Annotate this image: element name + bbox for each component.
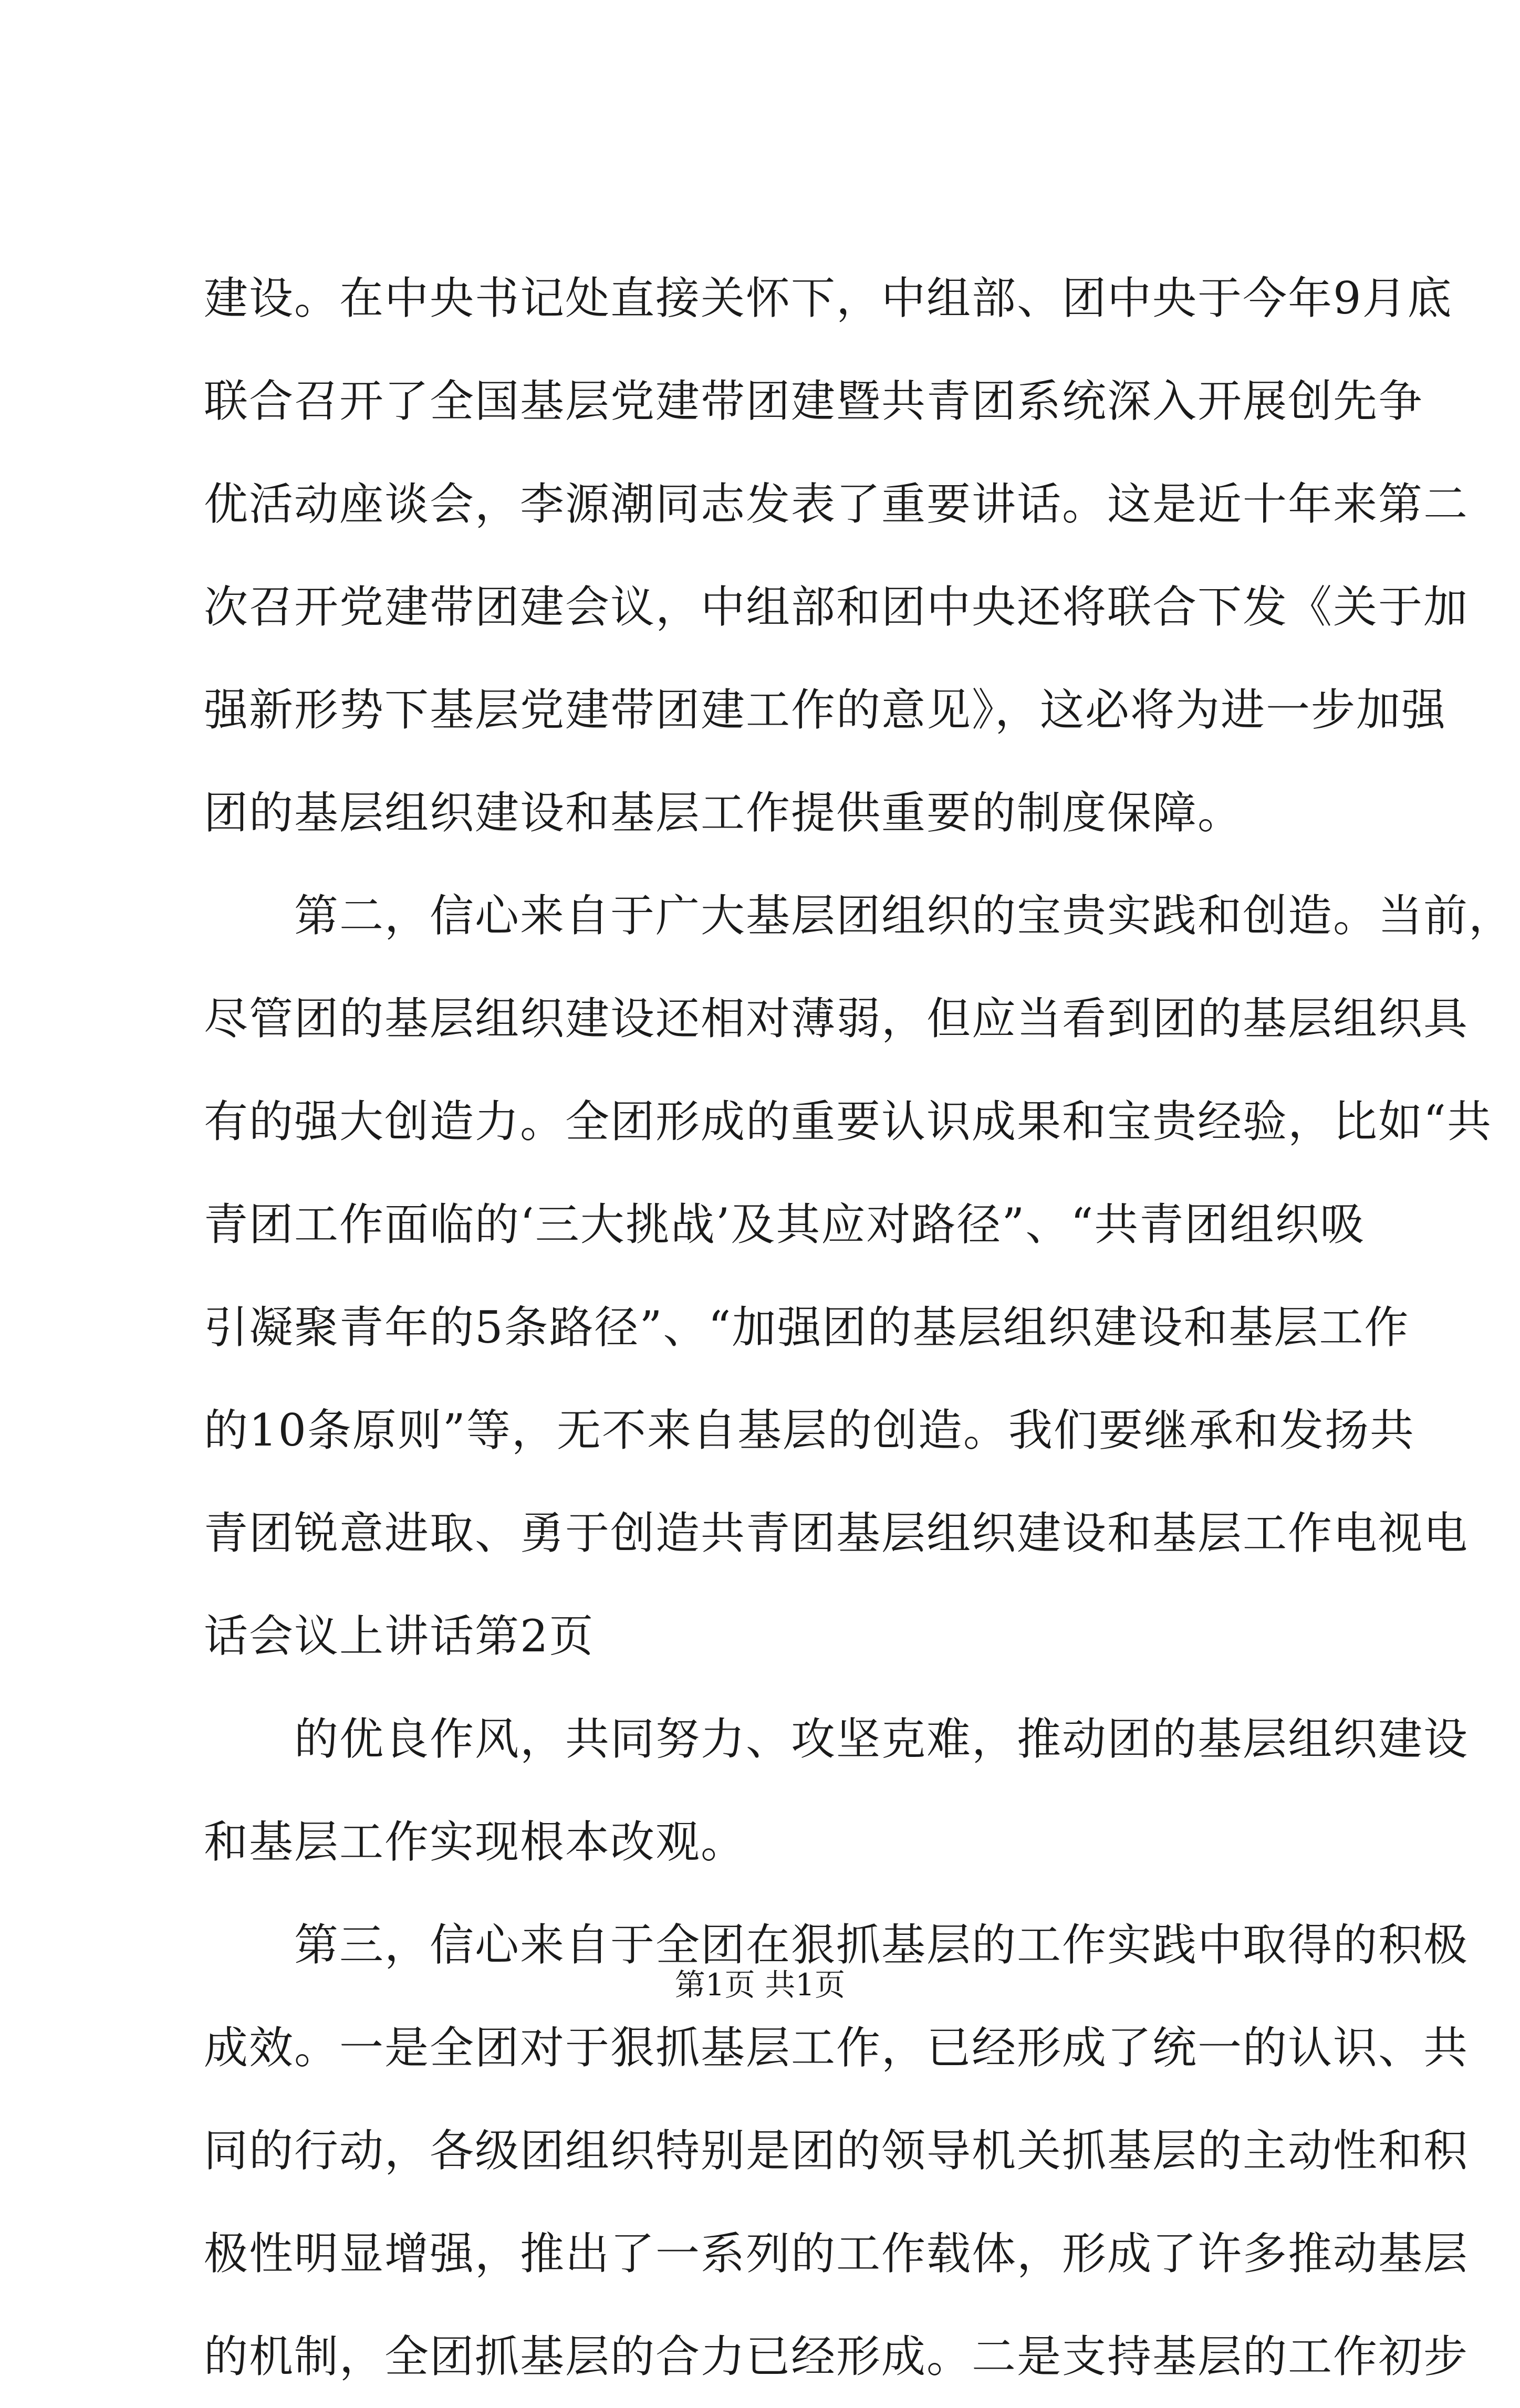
text-line: 联合召开了全国基层党建带团建暨共青团系统深入开展创先争 (204, 375, 1424, 427)
text-line: 青团锐意进取、勇于创造共青团基层组织建设和基层工作电视电 (204, 1507, 1469, 1559)
text-line: 和基层工作实现根本改观。 (204, 1816, 746, 1868)
text-line: 次召开党建带团建会议，中组部和团中央还将联合下发《关于加 (204, 581, 1469, 633)
text-line: 极性明显增强，推出了一系列的工作载体，形成了许多推动基层 (204, 2228, 1469, 2279)
text-line: 成效。一是全团对于狠抓基层工作，已经形成了统一的认识、共 (204, 2022, 1469, 2074)
text-line: 第三，信心来自于全团在狠抓基层的工作实践中取得的积极 (294, 1919, 1469, 1971)
text-line: 话会议上讲话第2页 (204, 1610, 595, 1662)
text-line: 尽管团的基层组织建设还相对薄弱，但应当看到团的基层组织具 (204, 993, 1469, 1044)
text-line: 的优良作风，共同努力、攻坚克难，推动团的基层组织建设 (294, 1713, 1469, 1765)
text-line: 的机制，全团抓基层的合力已经形成。二是支持基层的工作初步 (204, 2331, 1469, 2382)
text-line: 的10条原则”等，无不来自基层的创造。我们要继承和发扬共 (204, 1405, 1415, 1456)
text-line: 团的基层组织建设和基层工作提供重要的制度保障。 (204, 787, 1243, 839)
text-line: 建设。在中央书记处直接关怀下，中组部、团中央于今年9月底 (204, 273, 1453, 324)
text-line: 青团工作面临的‘三大挑战’及其应对路径”、“共青团组织吸 (204, 1199, 1366, 1250)
text-line: 引凝聚青年的5条路径”、“加强团的基层组织建设和基层工作 (204, 1302, 1410, 1353)
text-line: 优活动座谈会，李源潮同志发表了重要讲话。这是近十年来第二 (204, 478, 1469, 530)
text-line: 第二，信心来自于广大基层团组织的宝贵实践和创造。当前， (294, 890, 1514, 941)
text-line: 有的强大创造力。全团形成的重要认识成果和宝贵经验，比如“共 (204, 1096, 1492, 1147)
document-body (204, 247, 1514, 2408)
page-footer: 第1页 共1页 (674, 1967, 846, 2003)
text-line: 同的行动，各级团组织特别是团的领导机关抓基层的主动性和积 (204, 2125, 1469, 2176)
text-line: 强新形势下基层党建带团建工作的意见》，这必将为进一步加强 (204, 684, 1447, 736)
